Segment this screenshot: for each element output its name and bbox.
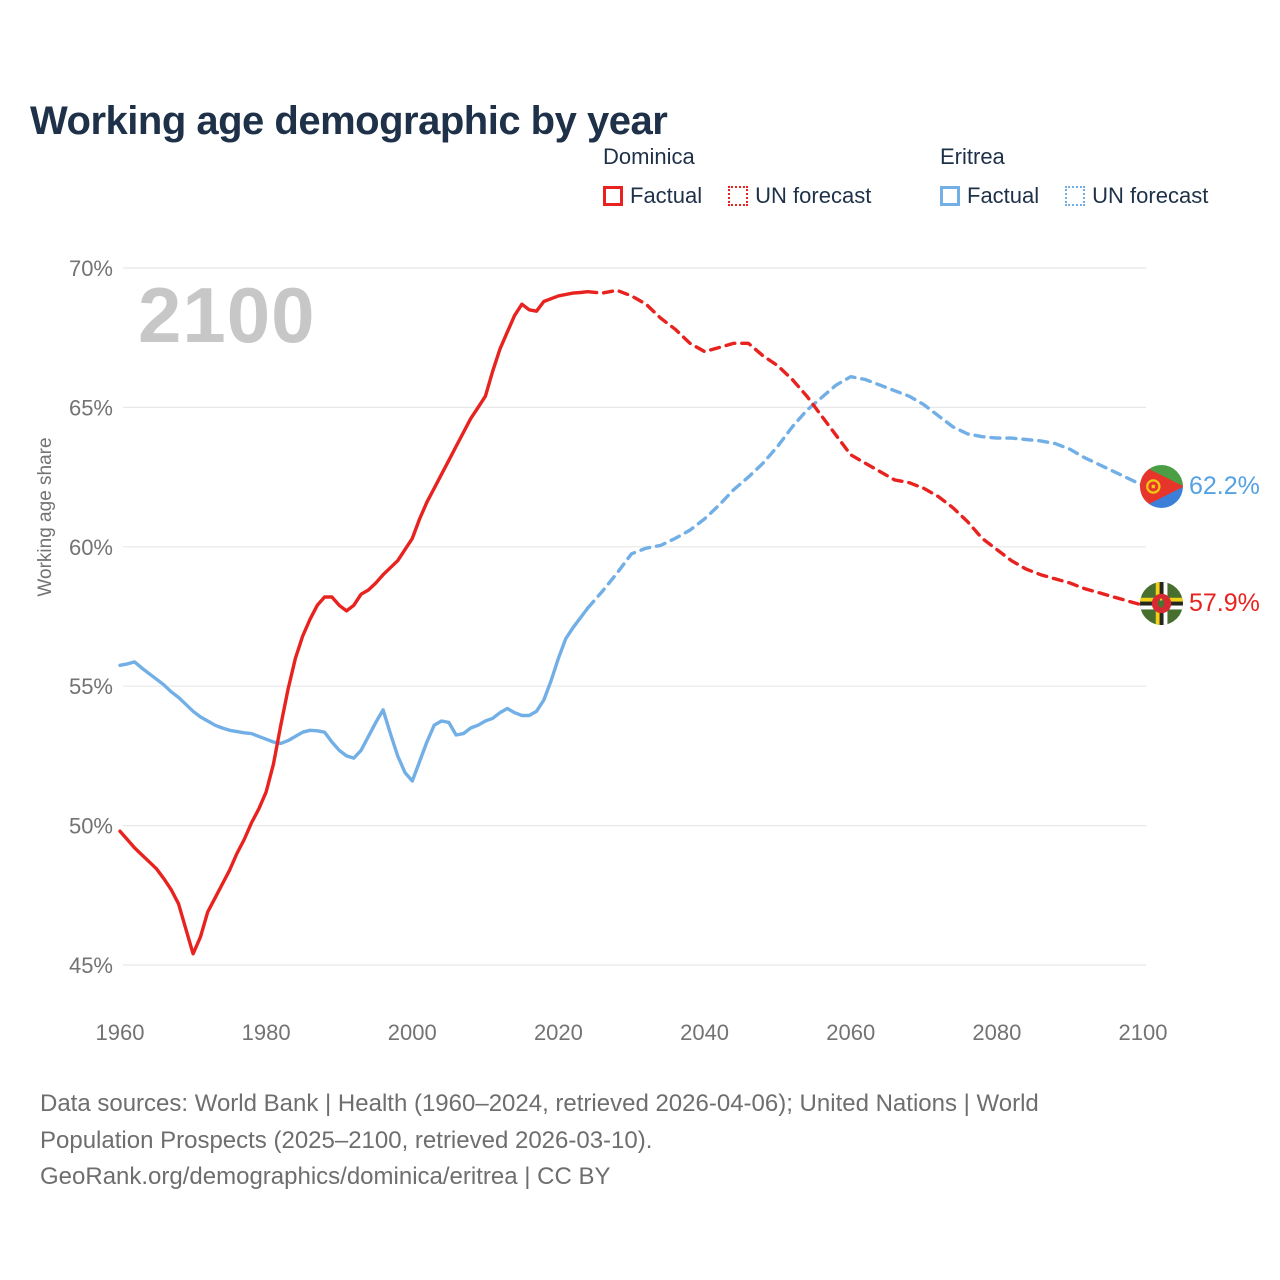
x-tick-label: 2100 — [1118, 1020, 1168, 1045]
footer-data-sources-line2: Population Prospects (2025–2100, retrieved 2026-03-10). — [40, 1126, 653, 1154]
series-dominica-factual — [120, 292, 588, 954]
y-tick-label: 70% — [68, 256, 113, 281]
legend-label-eritrea-factual: Factual — [967, 183, 1040, 208]
x-tick-label: 1980 — [241, 1020, 291, 1045]
x-tick-label: 2000 — [387, 1020, 437, 1045]
y-tick-label: 65% — [68, 395, 113, 421]
legend-row-eritrea — [940, 183, 1208, 209]
legend-label-dominica-forecast: UN forecast — [755, 183, 872, 208]
x-tick-label: 2040 — [680, 1020, 730, 1045]
legend-label-dominica-factual: Factual — [630, 183, 703, 208]
dominica-factual-swatch-icon — [603, 186, 623, 206]
legend-label-eritrea-forecast: UN forecast — [1092, 183, 1209, 208]
legend-country-dominica: Dominica — [603, 144, 695, 169]
legend-row-dominica — [603, 183, 871, 209]
footer — [40, 1086, 1230, 1196]
eritrea-end-value: 62.2% — [1189, 472, 1260, 500]
y-tick-label: 60% — [68, 534, 113, 560]
end-label-dominica — [1139, 581, 1260, 626]
eritrea-factual-swatch-icon — [940, 186, 960, 206]
y-tick-label: 45% — [68, 953, 113, 978]
legend-item-dominica-factual[interactable] — [603, 183, 702, 209]
x-tick-label: 1960 — [95, 1020, 145, 1045]
y-axis-title: Working age share — [35, 437, 56, 597]
x-tick-label: 2080 — [972, 1020, 1022, 1045]
legend-group-eritrea — [940, 144, 1208, 209]
end-label-eritrea — [1139, 464, 1260, 509]
x-tick-label: 2060 — [826, 1020, 876, 1045]
legend-item-eritrea-forecast[interactable] — [1065, 183, 1208, 209]
dominica-end-value: 57.9% — [1189, 589, 1260, 617]
eritrea-forecast-swatch-icon — [1065, 186, 1085, 206]
legend-group-dominica — [603, 144, 871, 209]
series-dominica-un-forecast — [588, 290, 1143, 605]
chart-year-watermark: 2100 — [138, 271, 316, 359]
footer-attribution-link[interactable]: GeoRank.org/demographics/dominica/eritrea | CC BY — [40, 1163, 611, 1190]
footer-data-sources-line1: Data sources: World Bank | Health (1960–2024, retrieved 2026-04-06); United Nations | World — [40, 1090, 1039, 1117]
x-tick-label: 2020 — [533, 1020, 583, 1045]
eritrea-flag-icon — [1139, 464, 1184, 509]
legend-item-eritrea-factual[interactable] — [940, 183, 1039, 209]
page-title: Working age demographic by year — [30, 98, 668, 143]
y-tick-label: 50% — [68, 813, 113, 839]
series-eritrea-factual — [120, 608, 588, 781]
series-eritrea-un-forecast — [588, 377, 1143, 608]
dominica-forecast-swatch-icon — [728, 186, 748, 206]
dominica-flag-icon — [1139, 581, 1184, 626]
legend-country-eritrea: Eritrea — [940, 144, 1005, 169]
legend-item-dominica-forecast[interactable] — [728, 183, 871, 209]
y-tick-label: 55% — [68, 674, 113, 700]
